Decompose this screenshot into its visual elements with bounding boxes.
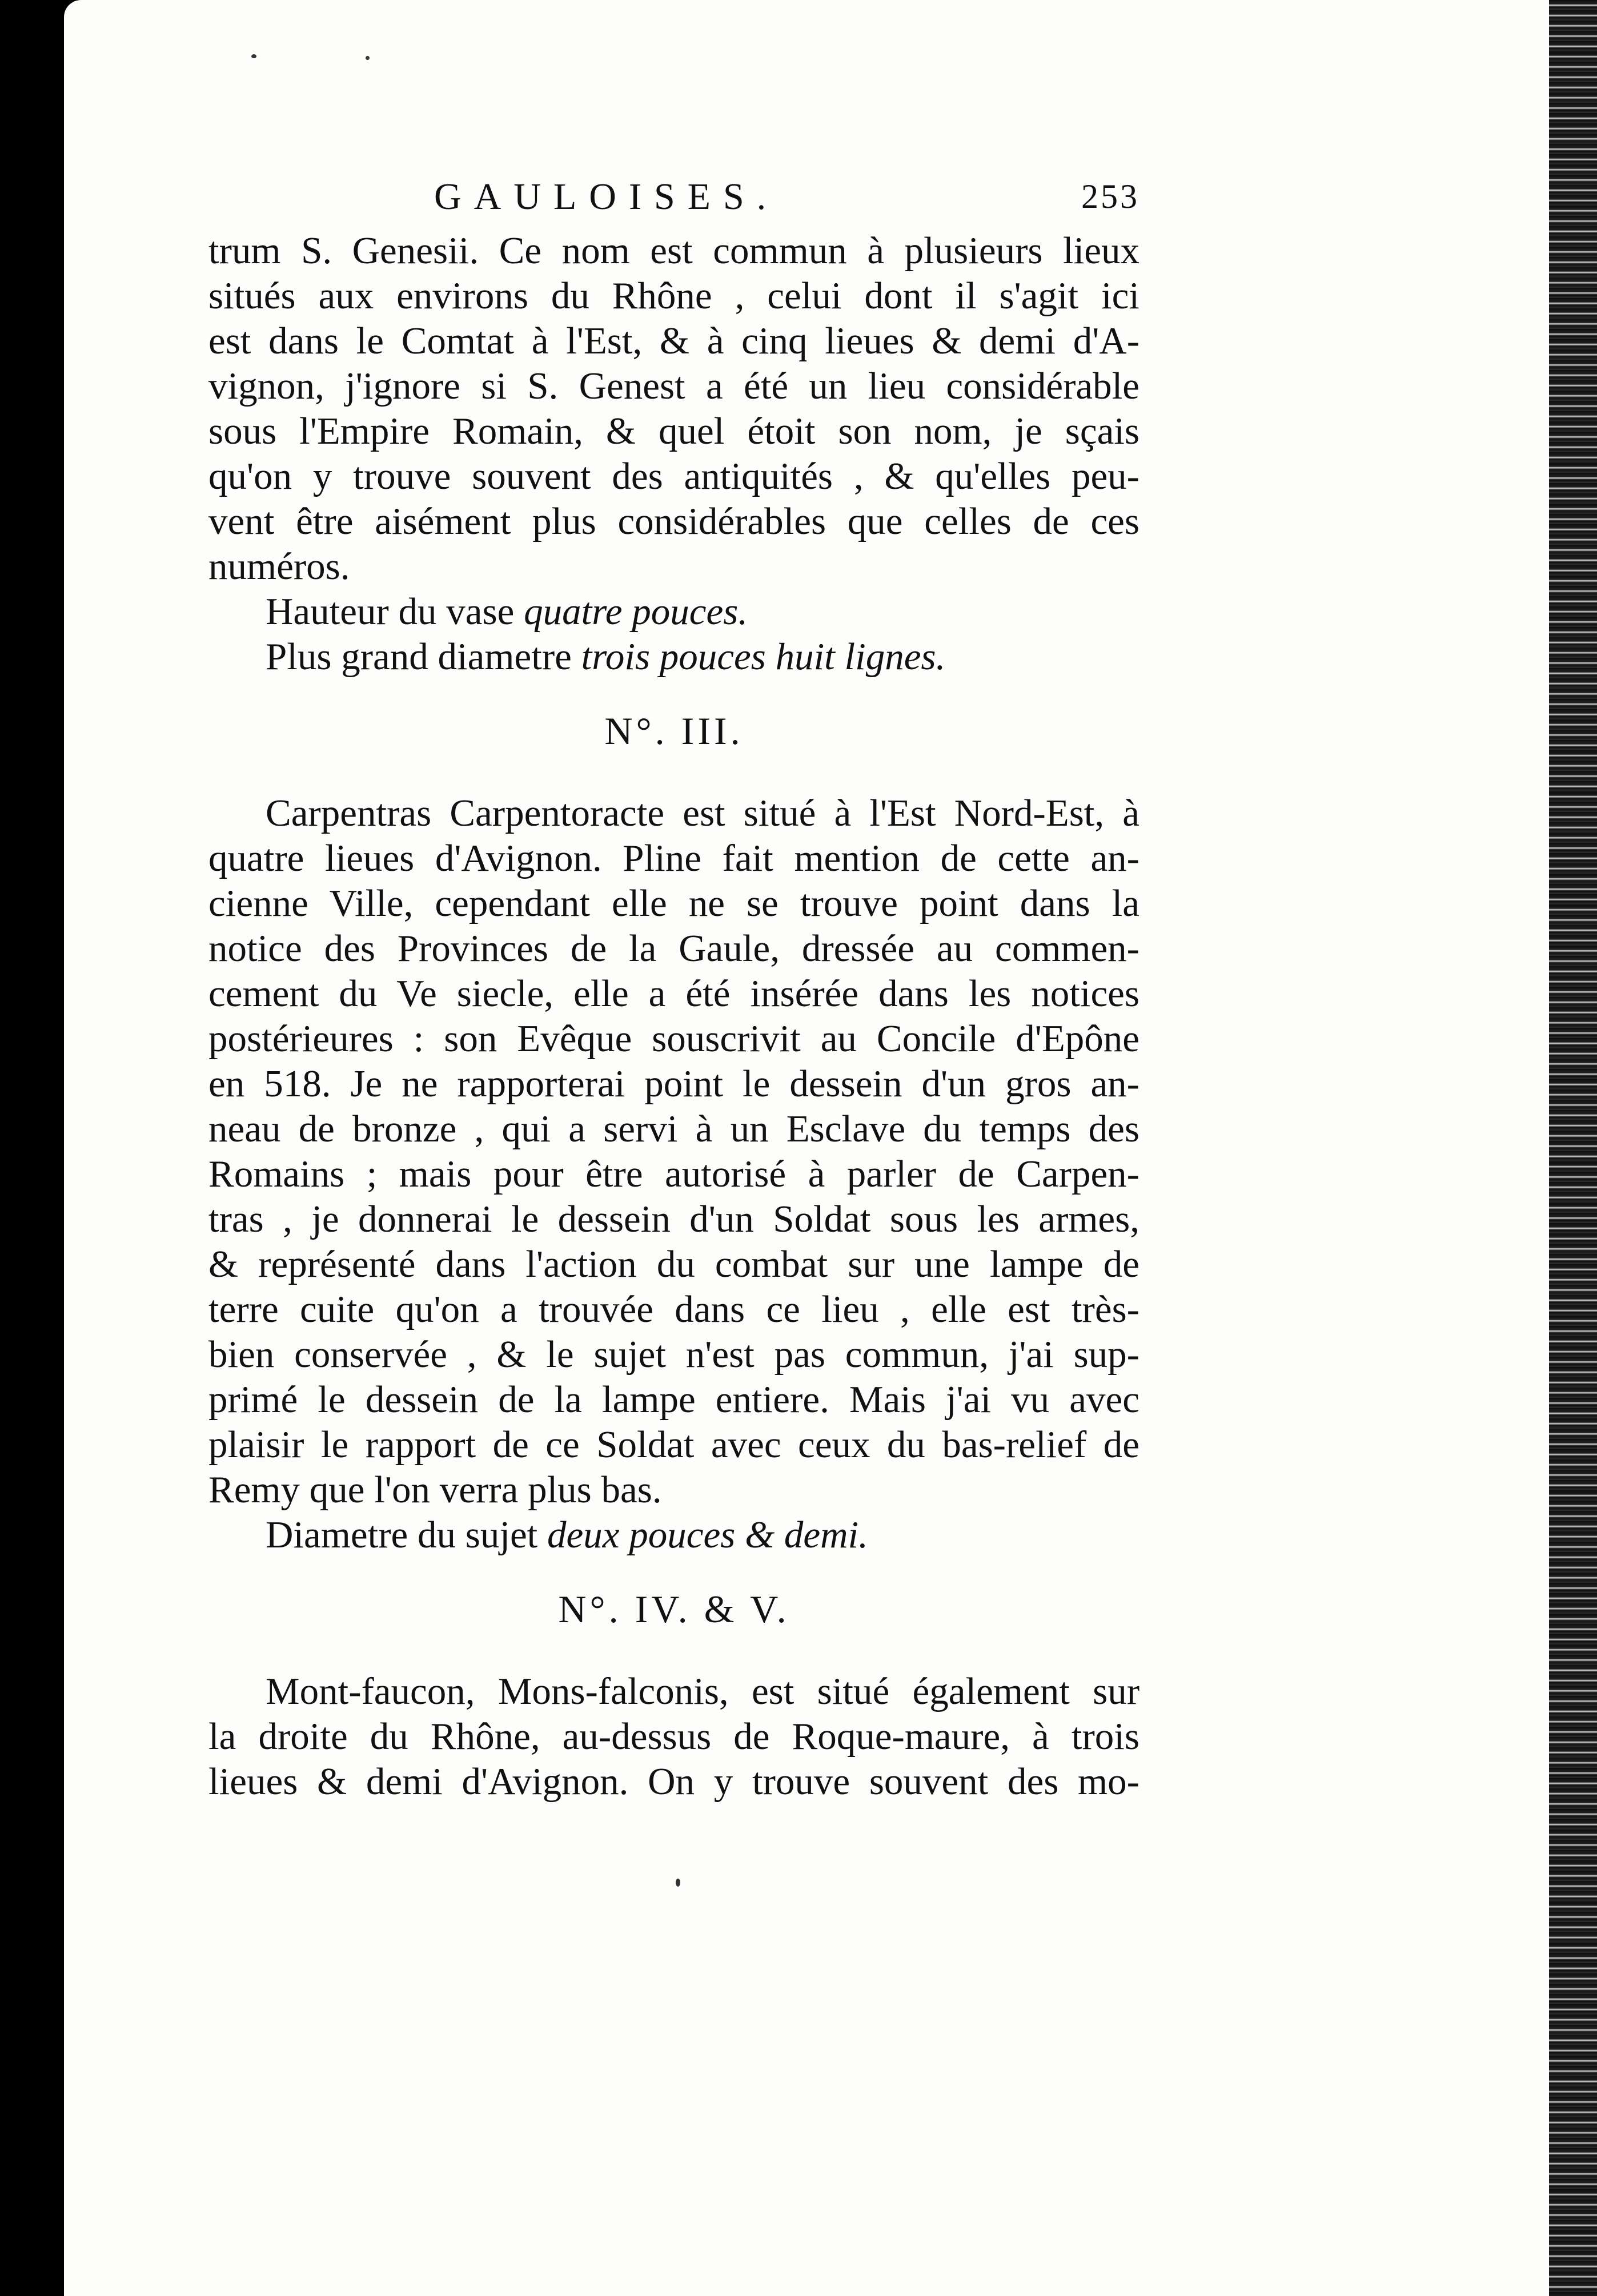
text-line: postérieures : son Evêque souscrivit au Concile d'Epône [208, 1018, 1139, 1060]
text-line: qu'on y trouve souvent des antiquités , & qu'elles peu- [208, 455, 1139, 497]
text-line: cement du Ve siecle, elle a été insérée dans les notices [208, 972, 1139, 1015]
text-line: Romains ; mais pour être autorisé à parler de Carpen- [208, 1153, 1139, 1195]
text-line: cienne Ville, cependant elle ne se trouve point dans la [208, 882, 1139, 924]
measurement-value: quatre pouces. [524, 590, 748, 633]
section-heading-3: N°. III. [604, 709, 744, 753]
text-line: tras , je donnerai le dessein d'un Soldat sous les armes, [208, 1198, 1139, 1240]
page-edge-scan-artifact [1549, 0, 1597, 2296]
text-line: plaisir le rapport de ce Soldat avec ceux du bas-relief de [208, 1424, 1139, 1466]
text-line: bien conservée , & le sujet n'est pas commun, j'ai sup- [208, 1333, 1139, 1376]
text-line: lieues & demi d'Avignon. On y trouve souvent des mo- [208, 1760, 1139, 1803]
text-line: en 518. Je ne rapporterai point le dessein d'un gros an- [208, 1063, 1139, 1105]
page-header [208, 174, 1139, 226]
text-line: neau de bronze , qui a servi à un Esclave du temps des [208, 1108, 1139, 1150]
measurement-diametre [208, 634, 1139, 679]
ink-speck [366, 56, 370, 60]
text-line: sous l'Empire Romain, & quel étoit son nom, je sçais [208, 410, 1139, 452]
text-line: vignon, j'ignore si S. Genest a été un lieu considérable [208, 365, 1139, 407]
text-line: notice des Provinces de la Gaule, dressée au commen- [208, 927, 1139, 970]
text-line: Carpentras Carpentoracte est situé à l'Est Nord-Est, à [266, 792, 1139, 834]
text-line: vent être aisément plus considérables que celles de ces [208, 500, 1139, 542]
text-line: numéros. [208, 545, 350, 588]
text-line: est dans le Comtat à l'Est, & à cinq lieues & demi d'A- [208, 320, 1139, 362]
paragraph-genesii [208, 228, 1139, 589]
text-line: primé le dessein de la lampe entiere. Mais j'ai vu avec [208, 1378, 1139, 1421]
running-head: GAULOISES. [434, 176, 779, 218]
measurement-diametre-sujet [208, 1513, 1139, 1558]
measurement-hauteur [208, 589, 1139, 634]
ink-speck [676, 1879, 680, 1887]
text-line: terre cuite qu'on a trouvée dans ce lieu , elle est très- [208, 1288, 1139, 1330]
page-number: 253 [1081, 178, 1139, 215]
text-line: Remy que l'on verra plus bas. [208, 1469, 662, 1511]
text-line: Mont-faucon, Mons-falconis, est situé également sur [266, 1670, 1139, 1712]
text-line: & représenté dans l'action du combat sur une lampe de [208, 1243, 1139, 1285]
measurement-value: trois pouces huit lignes. [581, 636, 946, 678]
paragraph-mont-faucon [208, 1669, 1139, 1804]
measurement-value: deux pouces & demi. [547, 1514, 868, 1556]
text-line: trum S. Genesii. Ce nom est commun à plusieurs lieux [208, 230, 1139, 272]
ink-speck [251, 54, 256, 58]
measurement-label: Diametre du sujet [266, 1514, 548, 1556]
page-body [208, 228, 1139, 1804]
measurement-label: Hauteur du vase [266, 590, 524, 633]
text-line: situés aux environs du Rhône , celui dont il s'agit ici [208, 275, 1139, 317]
text-line: quatre lieues d'Avignon. Pline fait mention de cette an- [208, 837, 1139, 879]
text-line: la droite du Rhône, au-dessus de Roque-maure, à trois [208, 1715, 1139, 1758]
paragraph-carpentras [208, 791, 1139, 1513]
measurement-label: Plus grand diametre [266, 636, 581, 678]
section-heading-4-5: N°. IV. & V. [558, 1587, 790, 1631]
